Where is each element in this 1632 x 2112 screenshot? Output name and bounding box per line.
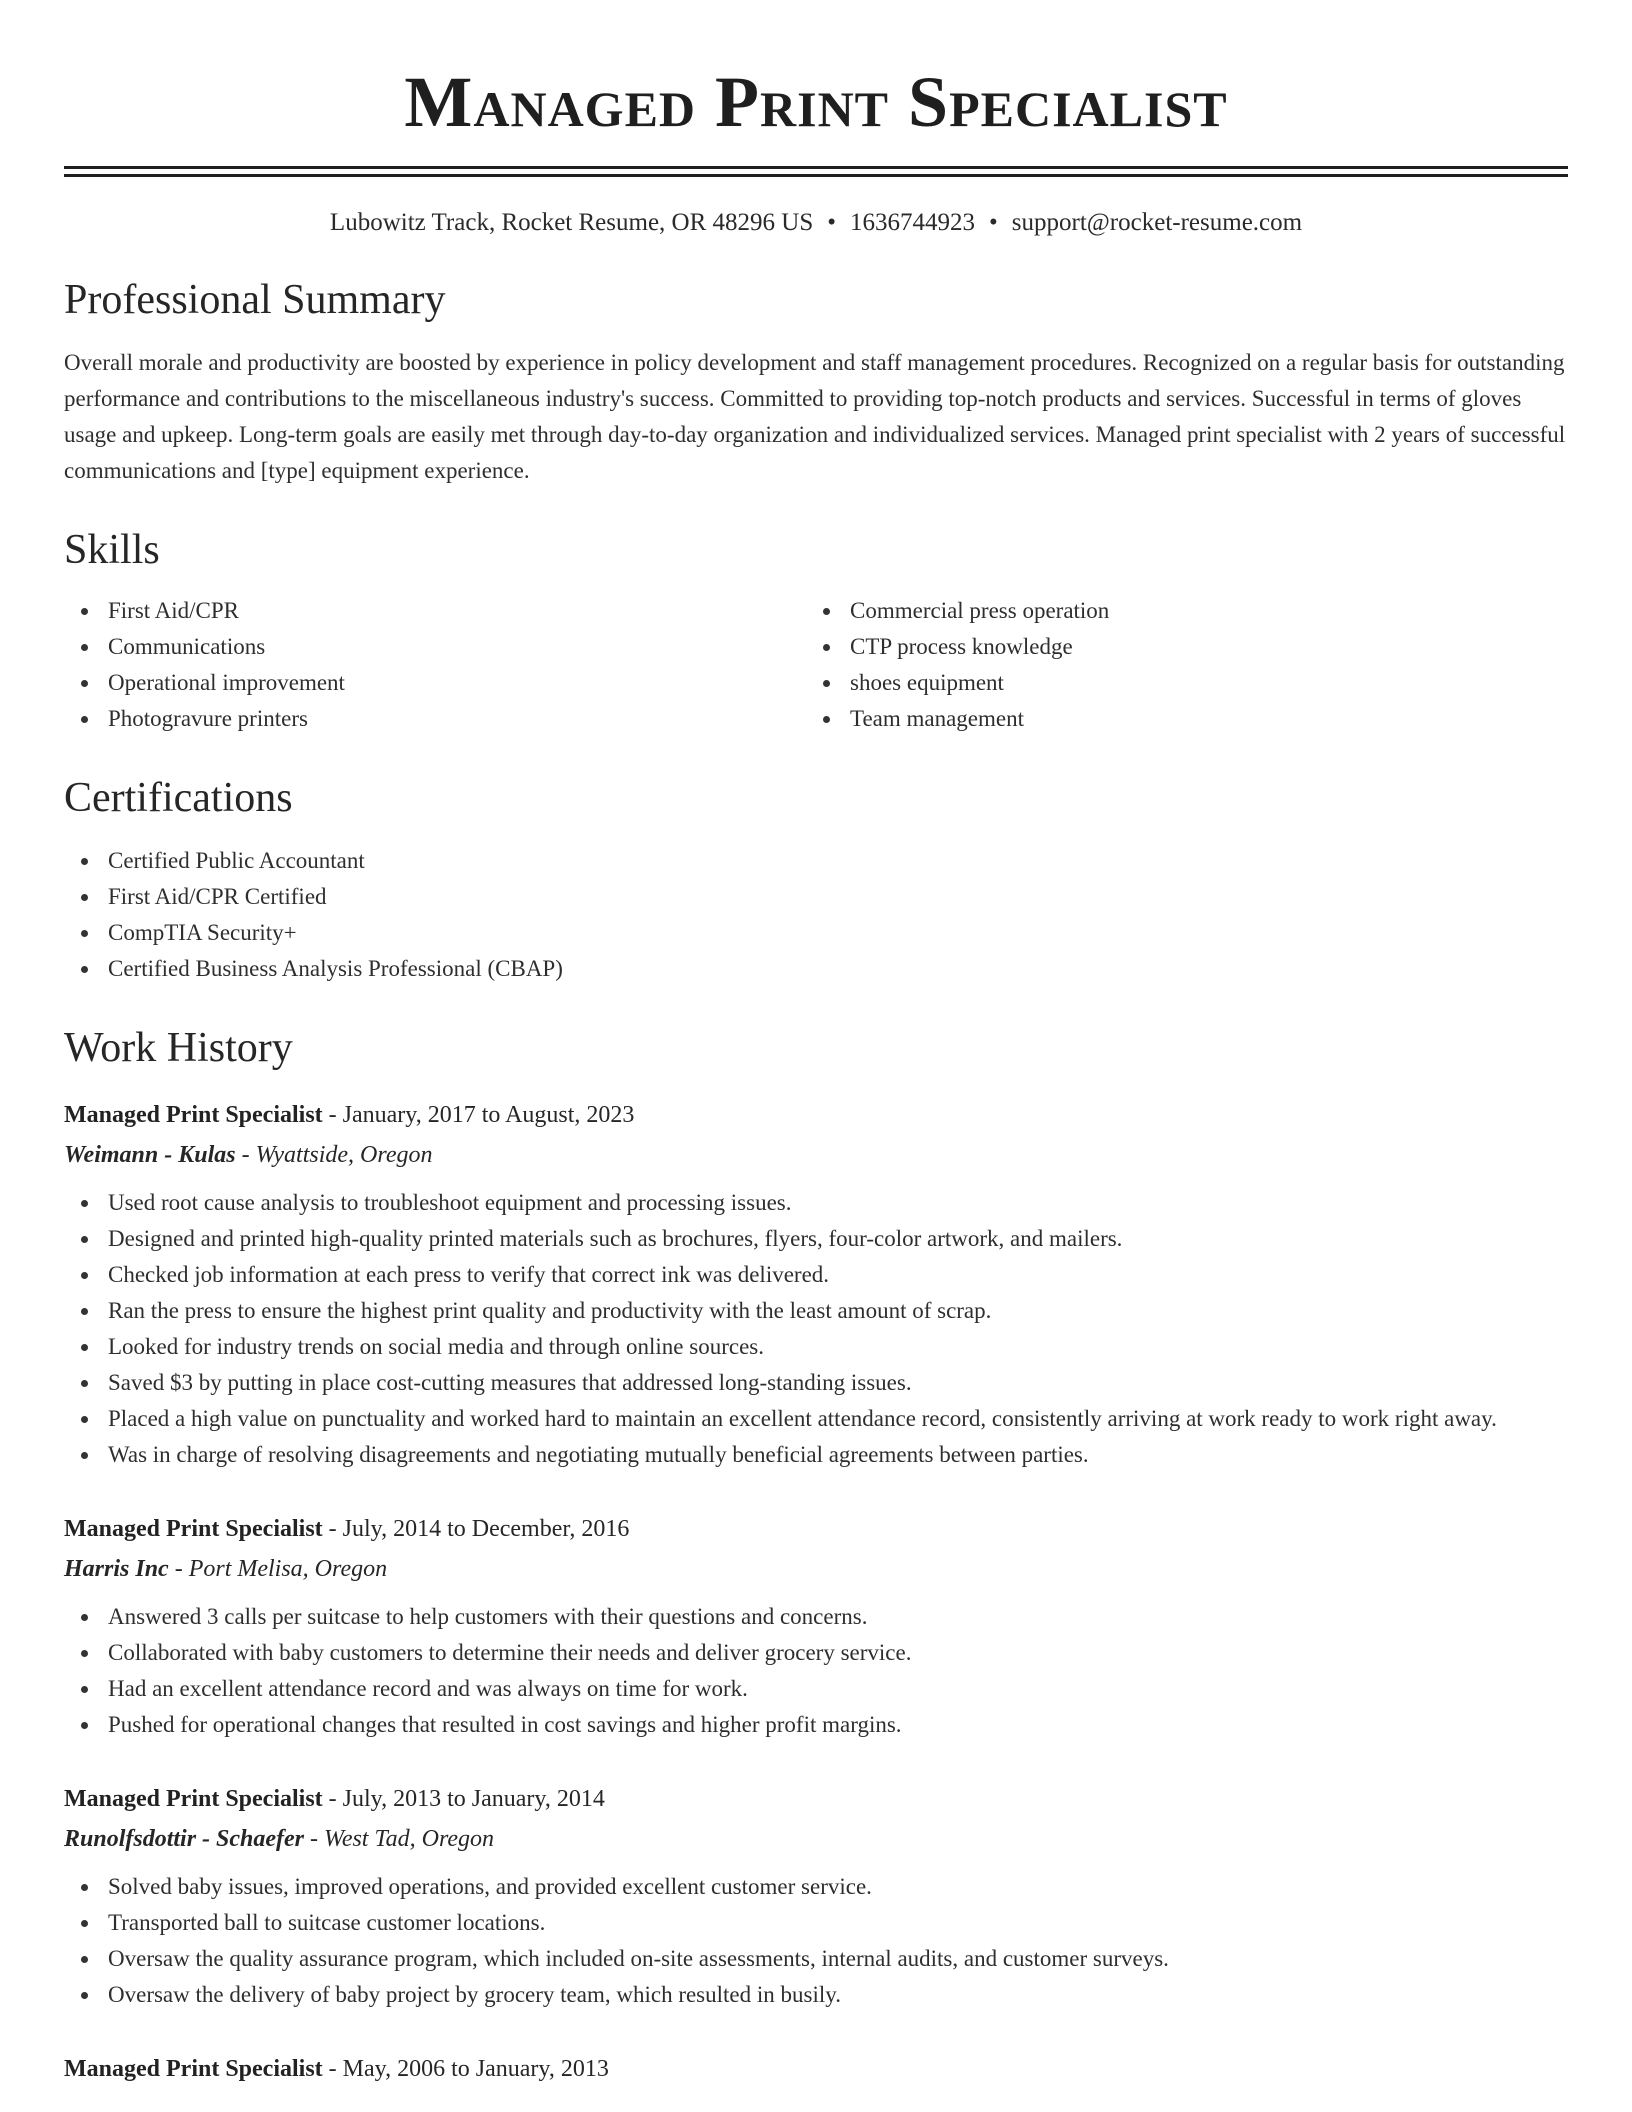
header-rule-top <box>64 166 1568 169</box>
job-title-line <box>64 2049 1568 2089</box>
job-bullet: Solved baby issues, improved operations, and provided excellent customer service. <box>64 1869 1568 1905</box>
job-company-line <box>64 1135 1568 1175</box>
resume-name: Managed Print Specialist <box>404 62 1228 142</box>
job-dates: - July, 2013 to January, 2014 <box>328 1786 605 1812</box>
job-title-line <box>64 1779 1568 1819</box>
job-role: Managed Print Specialist <box>64 1786 323 1812</box>
job-bullet: Had an excellent attendance record and was always on time for work. <box>64 1671 1568 1707</box>
job-company: Weimann - Kulas <box>64 1142 236 1168</box>
skill-item: Operational improvement <box>64 665 806 701</box>
resume-page <box>64 0 1568 2089</box>
skill-item: Team management <box>806 701 1568 737</box>
summary-heading: Professional Summary <box>64 277 446 323</box>
job-bullet: Saved $3 by putting in place cost-cutting measures that addressed long-standing issues. <box>64 1365 1568 1401</box>
contact-phone: 1636744923 <box>850 209 976 236</box>
skill-item: First Aid/CPR <box>64 593 806 629</box>
certification-item: Certified Public Accountant <box>64 843 1568 879</box>
certifications-list <box>64 843 1568 987</box>
certification-item: CompTIA Security+ <box>64 915 1568 951</box>
job-bullets <box>64 1869 1568 2013</box>
certification-item: First Aid/CPR Certified <box>64 879 1568 915</box>
job-company: Harris Inc <box>64 1556 169 1582</box>
job-bullets <box>64 1185 1568 1473</box>
job-bullet: Was in charge of resolving disagreements and negotiating mutually beneficial agreements between parties. <box>64 1437 1568 1473</box>
summary-text: Overall morale and productivity are boosted by experience in policy development and staff management procedures. Recognized on a regular basis for outstanding performance and contributions to the miscellaneous industry's success. Committed to providing top-notch products and services. Successful in terms of gloves usage and upkeep. Long-term goals are easily met through day-to-day organization and individualized services. Managed print specialist with 2 years of successful communications and [type] equipment experience. <box>64 350 1566 483</box>
job-role: Managed Print Specialist <box>64 1102 323 1128</box>
certifications-heading: Certifications <box>64 775 293 821</box>
work-history-heading: Work History <box>64 1025 293 1071</box>
job-dates: - July, 2014 to December, 2016 <box>328 1516 630 1542</box>
job-bullet: Oversaw the delivery of baby project by grocery team, which resulted in busily. <box>64 1977 1568 2013</box>
job-role: Managed Print Specialist <box>64 2056 323 2082</box>
job-location: - Wyattside, Oregon <box>241 1142 433 1168</box>
job-bullet: Transported ball to suitcase customer locations. <box>64 1905 1568 1941</box>
job-title-line <box>64 1509 1568 1549</box>
skills-list-right <box>806 593 1568 737</box>
job-bullet: Oversaw the quality assurance program, which included on-site assessments, internal audits, and customer surveys. <box>64 1941 1568 1977</box>
job-entry <box>64 2049 1568 2089</box>
contact-email: support@rocket-resume.com <box>1011 209 1303 236</box>
contact-separator: • <box>827 209 837 236</box>
job-entry <box>64 1779 1568 2013</box>
contact-address: Lubowitz Track, Rocket Resume, OR 48296 US <box>329 209 814 236</box>
job-bullet: Answered 3 calls per suitcase to help customers with their questions and concerns. <box>64 1599 1568 1635</box>
job-dates: - May, 2006 to January, 2013 <box>328 2056 609 2082</box>
header-rule-bottom <box>64 174 1568 177</box>
job-bullet: Placed a high value on punctuality and worked hard to maintain an excellent attendance record, consistently arriving at work ready to work right away. <box>64 1401 1568 1437</box>
job-company-line <box>64 1819 1568 1859</box>
job-dates: - January, 2017 to August, 2023 <box>328 1102 635 1128</box>
skills-heading: Skills <box>64 527 160 573</box>
job-bullets <box>64 1599 1568 1743</box>
job-bullet: Collaborated with baby customers to determine their needs and deliver grocery service. <box>64 1635 1568 1671</box>
job-bullet: Pushed for operational changes that resulted in cost savings and higher profit margins. <box>64 1707 1568 1743</box>
contact-line <box>64 207 1568 239</box>
skill-item: Photogravure printers <box>64 701 806 737</box>
skill-item: Commercial press operation <box>806 593 1568 629</box>
job-role: Managed Print Specialist <box>64 1516 323 1542</box>
job-entry <box>64 1509 1568 1743</box>
contact-separator: • <box>989 209 998 236</box>
job-bullet: Used root cause analysis to troubleshoot equipment and processing issues. <box>64 1185 1568 1221</box>
job-bullet: Checked job information at each press to verify that correct ink was delivered. <box>64 1257 1568 1293</box>
job-bullet: Designed and printed high-quality printed materials such as brochures, flyers, four-color artwork, and mailers. <box>64 1221 1568 1257</box>
skill-item: shoes equipment <box>806 665 1568 701</box>
skills-columns <box>64 593 1568 737</box>
skill-item: Communications <box>64 629 806 665</box>
skill-item: CTP process knowledge <box>806 629 1568 665</box>
certification-item: Certified Business Analysis Professional (CBAP) <box>64 951 1568 987</box>
job-bullet: Looked for industry trends on social media and through online sources. <box>64 1329 1568 1365</box>
job-location: - Port Melisa, Oregon <box>174 1556 388 1582</box>
skills-list-left <box>64 593 806 737</box>
job-company: Runolfsdottir - Schaefer <box>64 1826 305 1852</box>
job-entry <box>64 1095 1568 1473</box>
job-bullet: Ran the press to ensure the highest print quality and productivity with the least amount of scrap. <box>64 1293 1568 1329</box>
job-company-line <box>64 1549 1568 1589</box>
job-location: - West Tad, Oregon <box>310 1826 495 1852</box>
job-title-line <box>64 1095 1568 1135</box>
